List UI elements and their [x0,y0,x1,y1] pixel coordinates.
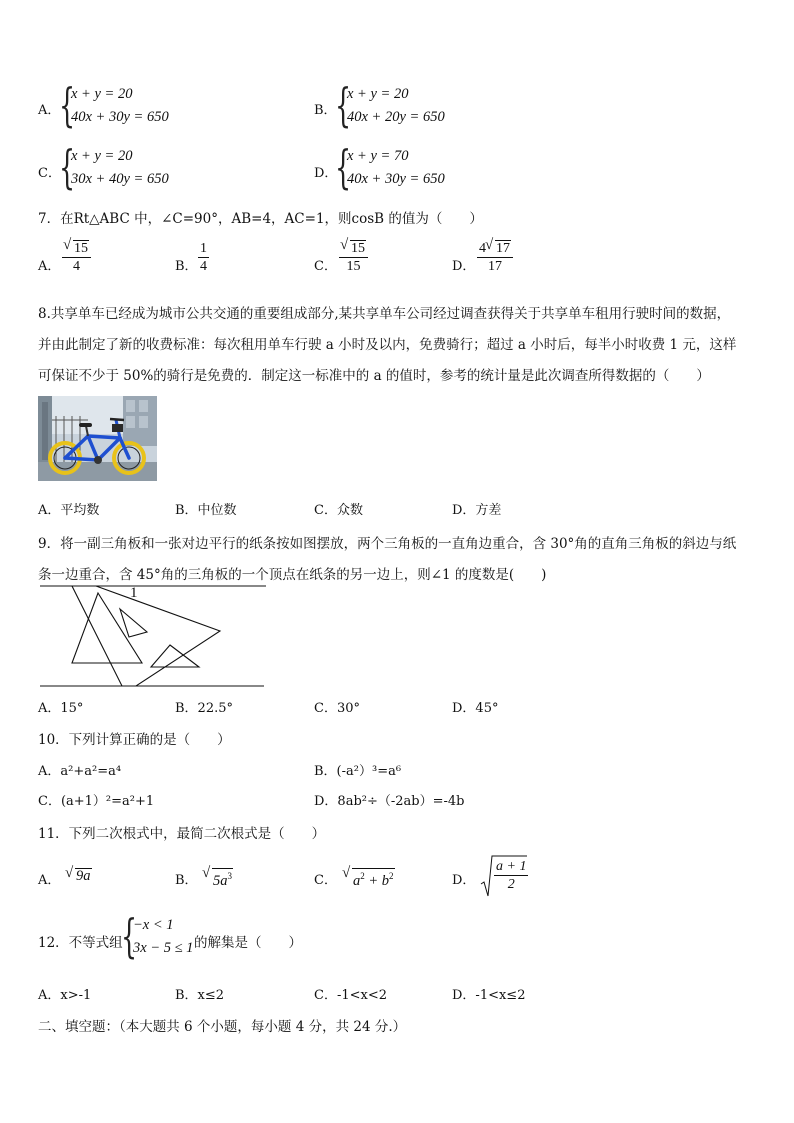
q9-option-b: B．22.5° [175,701,233,716]
q11-option-d-numerator: a + 1 [496,859,527,874]
q7-option-d-denominator: 17 [488,259,502,274]
q6-option-a-brace: { [59,78,76,132]
q8-option-c: C．众数 [314,503,363,518]
q9-stem-line1: 9．将一副三角板和一张对边平行的纸条按如图摆放，两个三角板的一直角边重合，含 30°角的直角三角板的斜边与纸 [38,536,737,552]
triangle-figure-drawing [38,583,268,689]
q10-stem: 10．下列计算正确的是（ ） [38,732,231,748]
q7-option-a-denominator: 4 [73,259,80,274]
q6-option-d-eq1: x + y = 70 [347,148,409,164]
q7-option-d-coefficient: 4 [479,241,486,256]
q7-option-d-label: D． [452,259,476,274]
q11-option-a-label: A． [38,873,61,888]
q11-option-c-exp-b: 2 [389,871,394,881]
q11-option-b-exponent: 3 [227,871,232,881]
q9-stem-line2: 条一边重合，含 45°角的三角板的一个顶点在纸条的另一边上，则∠1 的度数是( ) [38,567,547,583]
shared-bike-photo [38,396,157,481]
q12-inequality-2: 3x − 5 ≤ 1 [133,940,194,956]
q7-option-c-fraction [339,240,368,275]
q8-stem-line3: 可保证不少于 50%的骑行是免费的．制定这一标准中的 a 的值时，参考的统计量是此次调查所得数据的（ ） [38,368,710,384]
q7-option-c-numerator: √ 15 [350,240,366,256]
q11-option-c-term-a: a [353,872,361,889]
q6-option-c-brace: { [59,140,76,194]
q10-option-a: A．a²+a²=a⁴ [38,764,122,779]
q11-option-b-radicand: 5a [213,872,228,889]
q7-option-d-fraction [477,240,513,275]
q7-option-c-denominator: 15 [346,259,361,274]
q8-stem-line1: 8.共享单车已经成为城市公共交通的重要组成部分,某共享单车公司经过调查获得关于共享单车租用行驶时间的数据， [38,306,731,322]
q6-option-c-eq2: 30x + 40y = 650 [71,171,169,187]
section-2-heading: 二、填空题：（本大题共 6 个小题，每小题 4 分，共 24 分.） [38,1019,407,1035]
q6-option-d-label: D． [314,166,338,181]
q6-option-b-brace: { [335,78,352,132]
q12-inequality-1: −x < 1 [133,917,174,933]
q11-option-c-label: C． [314,873,337,888]
q12-option-c: C．-1<x<2 [314,988,387,1003]
q6-option-a-label: A． [38,103,61,118]
q11-option-b-radical [203,868,233,889]
q11-option-c-term-b: + b [368,872,390,889]
q7-option-b-label: B． [175,259,198,274]
q6-option-b-label: B． [314,103,337,118]
q9-option-d: D．45° [452,701,499,716]
q6-option-b-eq1: x + y = 20 [347,86,409,102]
q7-stem: 7．在Rt△ABC 中，∠C=90°，AB=4，AC=1，则cosB 的值为（ ） [38,211,483,227]
q12-option-a: A．x>-1 [38,988,92,1003]
q8-option-b: B．中位数 [175,503,237,518]
q10-option-c: C．(a+1）²=a²+1 [38,794,155,809]
q6-option-c-eq1: x + y = 20 [71,148,133,164]
q11-option-d-denominator: 2 [507,877,515,892]
q11-option-a-radicand: √ 9a [75,868,92,884]
q8-option-a: A．平均数 [38,503,100,518]
q7-option-a-fraction [62,240,91,275]
q6-option-c-label: C． [38,166,61,181]
q11-option-d-label: D． [452,873,476,888]
q6-option-d-brace: { [335,140,352,194]
q12-option-b: B．x≤2 [175,988,225,1003]
q7-option-b-denominator: 4 [200,259,207,274]
q12-brace: { [121,909,138,963]
q12-suffix: 的解集是（ ） [194,935,302,951]
q9-option-c: C．30° [314,701,360,716]
q7-option-d-numerator: √ 17 [495,240,511,256]
angle-1-label: 1 [130,585,138,601]
q11-option-a-radical [66,868,92,884]
q11-option-b-label: B． [175,873,198,888]
q11-option-c-radical [343,868,395,889]
q6-option-a-eq1: x + y = 20 [71,86,133,102]
q7-option-b-numerator: 1 [200,241,207,256]
q10-option-d: D．8ab²÷（-2ab）=-4b [314,794,465,809]
q12-option-d: D．-1<x≤2 [452,988,526,1003]
q7-option-a-label: A． [38,259,61,274]
q8-option-d: D．方差 [452,503,502,518]
q6-option-b-eq2: 40x + 20y = 650 [347,109,445,125]
q6-option-a-eq2: 40x + 30y = 650 [71,109,169,125]
q7-option-a-numerator: √ 15 [73,240,89,256]
triangle-rulers-figure [38,583,268,689]
q11-stem: 11．下列二次根式中，最简二次根式是（ ） [38,826,326,842]
q12-prefix: 12．不等式组 [38,935,123,951]
q11-option-c-exp-a: 2 [360,871,365,881]
q10-option-b: B．(-a²）³=a⁶ [314,764,402,779]
q9-option-a: A．15° [38,701,84,716]
q8-stem-line2: 并由此制定了新的收费标准：每次租用单车行驶 a 小时及以内，免费骑行；超过 a 小时后，每半小时收费 1 元，这样 [38,337,737,353]
bike-illustration [38,396,157,481]
q7-option-c-label: C． [314,259,337,274]
q6-option-d-eq2: 40x + 30y = 650 [347,171,445,187]
q7-option-b-fraction [198,240,209,275]
